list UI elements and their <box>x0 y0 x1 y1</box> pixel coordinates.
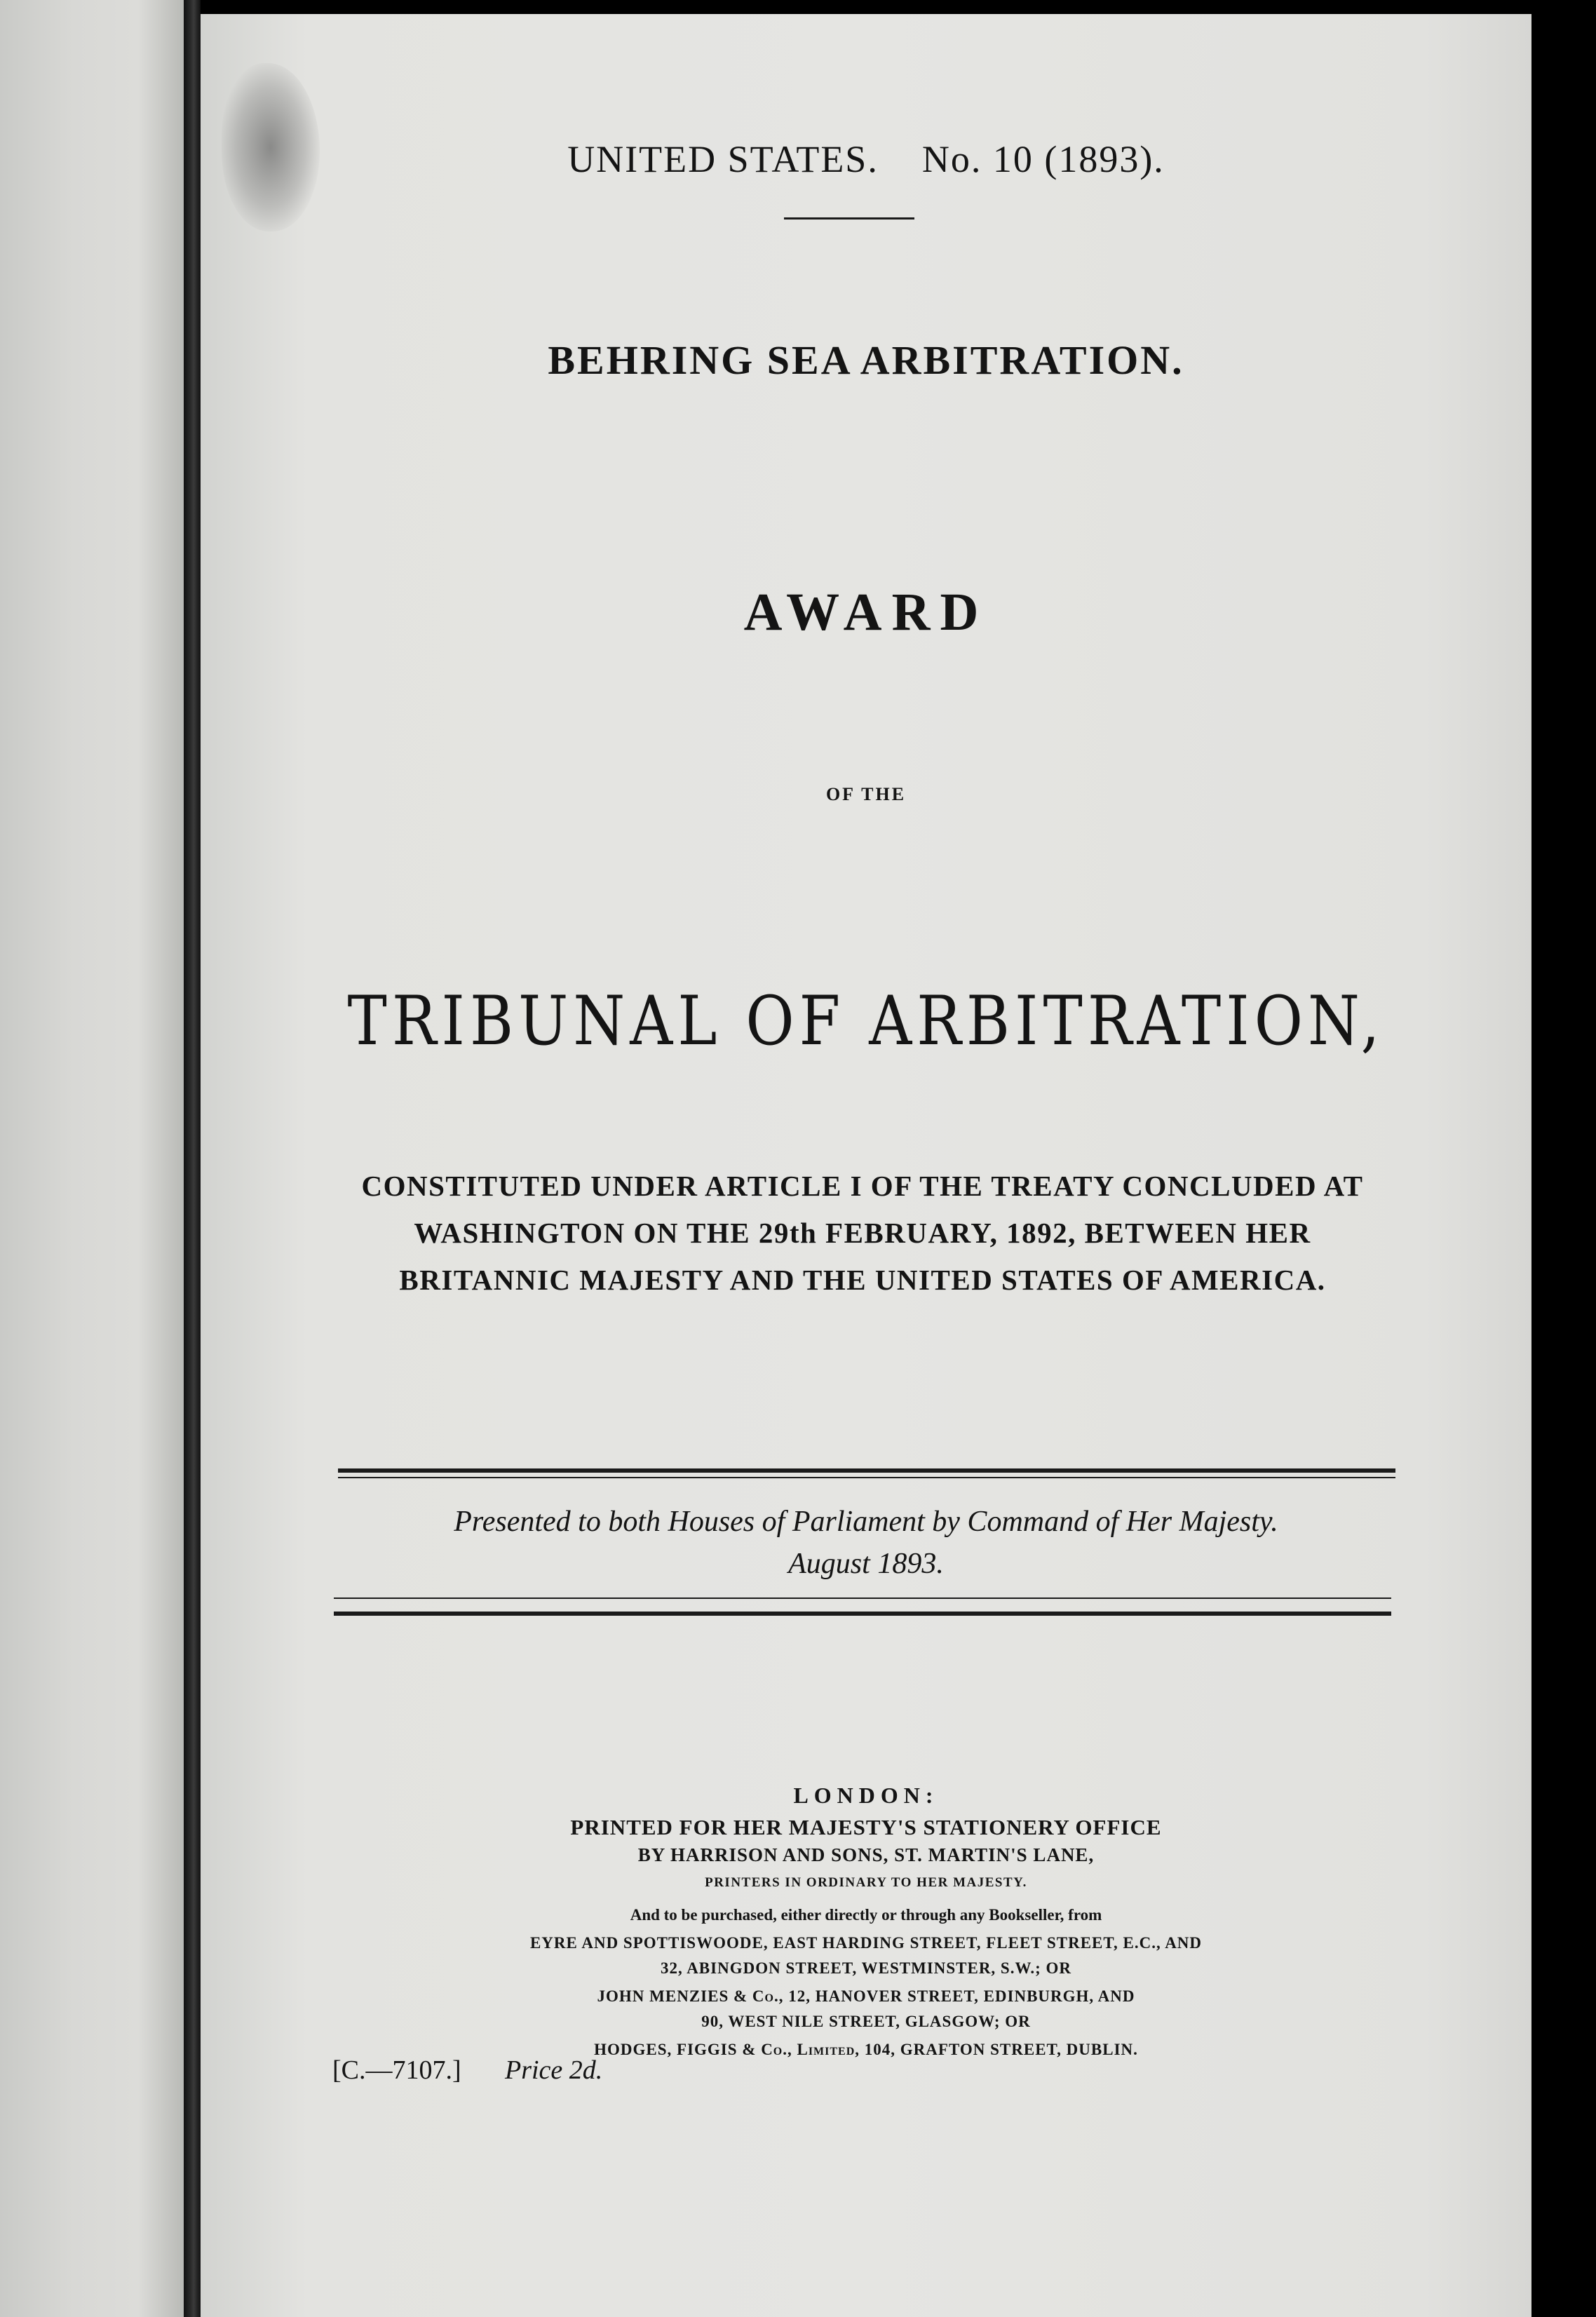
imprint-purchase: And to be purchased, either directly or through any Bookseller, from <box>630 1906 1102 1924</box>
series-number: No. 10 (1893). <box>921 138 1165 180</box>
top-rule-thick <box>338 1468 1395 1473</box>
subject-title: BEHRING SEA ARBITRATION. <box>548 337 1184 383</box>
tribunal-title: TRIBUNAL OF ARBITRATION, <box>347 982 1385 1060</box>
book-spine <box>184 0 201 2317</box>
constitution-text <box>316 1163 1409 1304</box>
imprint-eyre-1: EYRE AND SPOTTISWOODE, EAST HARDING STREET, FLEET STREET, E.C., AND <box>529 1934 1203 1952</box>
price: Price 2d. <box>505 2055 603 2085</box>
constitution-line-1: CONSTITUTED UNDER ARTICLE I OF THE TREATY CONCLUDED AT <box>361 1170 1364 1202</box>
bottom-rule-thin <box>334 1597 1391 1599</box>
imprint-printer: PRINTED FOR HER MAJESTY'S STATIONERY OFFICE <box>570 1815 1162 1839</box>
imprint-city: LONDON: <box>793 1783 939 1808</box>
imprint-printers-ordinary: PRINTERS IN ORDINARY TO HER MAJESTY. <box>705 1875 1027 1890</box>
imprint-menzies-1: JOHN MENZIES & Co., 12, HANOVER STREET, EDINBURGH, AND <box>597 1987 1135 2005</box>
header-rule <box>784 217 914 219</box>
bottom-rule-thick <box>334 1612 1391 1616</box>
imprint-menzies-2: 90, WEST NILE STREET, GLASGOW; OR <box>701 2013 1031 2030</box>
of-the-label: OF THE <box>825 784 907 804</box>
presentation-line: Presented to both Houses of Parliament by Command of Her Majesty. <box>454 1506 1278 1538</box>
facing-page-edge <box>0 0 184 2317</box>
presentation-date: August 1893. <box>788 1548 944 1580</box>
imprint-by: BY HARRISON AND SONS, ST. MARTIN'S LANE, <box>637 1844 1095 1865</box>
imprint-eyre-2: 32, ABINGDON STREET, WESTMINSTER, S.W.; OR <box>660 1959 1072 1977</box>
top-rule-thin <box>338 1477 1395 1478</box>
presentation-block <box>201 1501 1531 1585</box>
series-header <box>201 137 1531 181</box>
constitution-line-3: BRITANNIC MAJESTY AND THE UNITED STATES OF AMERICA. <box>399 1264 1326 1296</box>
scan-border <box>1531 0 1596 2317</box>
constitution-line-2: WASHINGTON ON THE 29th FEBRUARY, 1892, BETWEEN HER <box>414 1217 1311 1249</box>
command-number: [C.—7107.] <box>332 2055 461 2085</box>
series-name: UNITED STATES. <box>567 138 879 180</box>
award-title: AWARD <box>743 583 989 642</box>
imprint-hodges: HODGES, FIGGIS & Co., Limited, 104, GRAFTON STREET, DUBLIN. <box>594 2041 1138 2058</box>
